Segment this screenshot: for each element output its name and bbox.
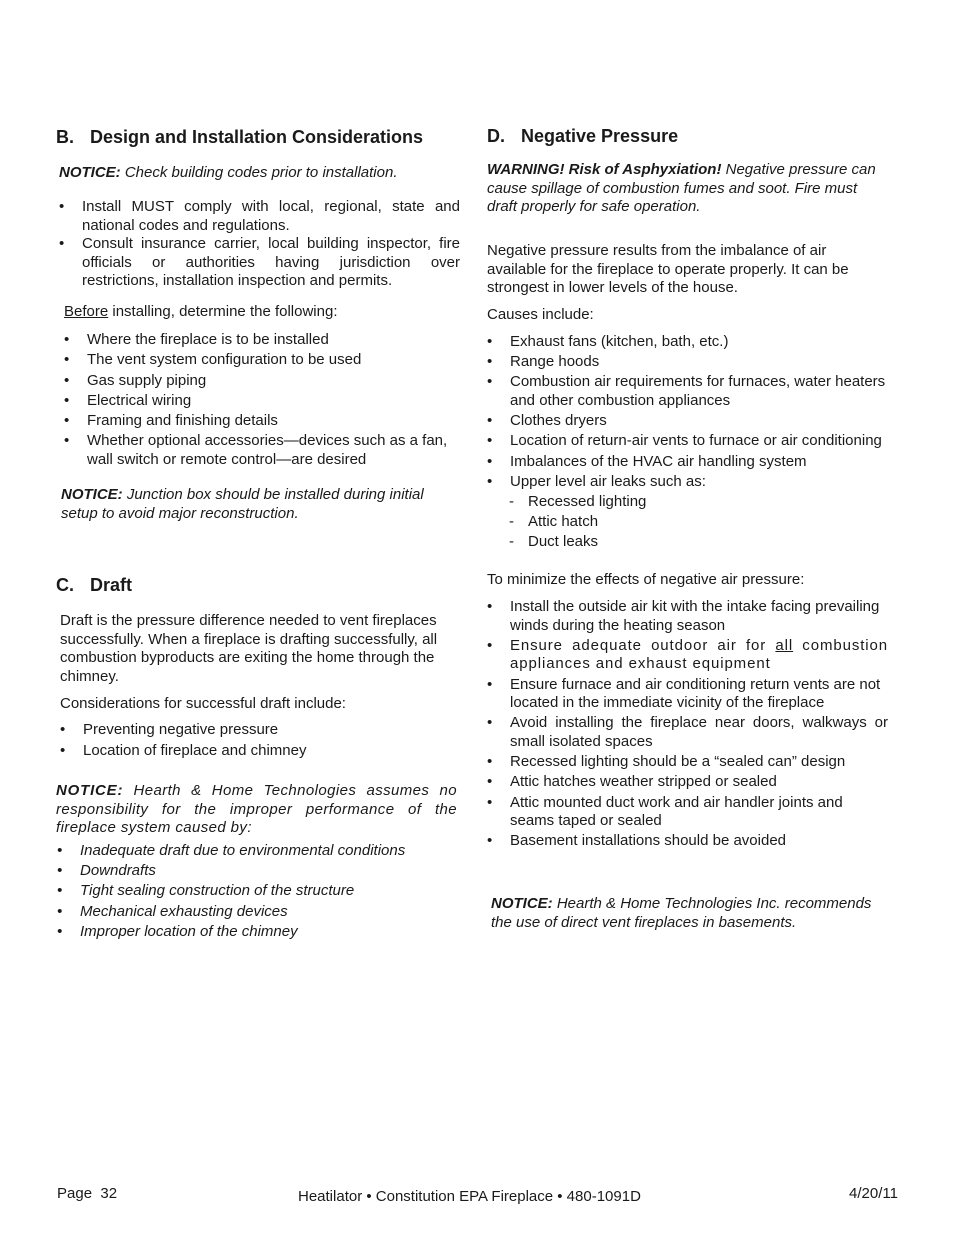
list-item: • Location of fireplace and chimney <box>60 741 307 759</box>
list-item: • Framing and finishing details <box>64 412 278 430</box>
list-item: • Where the fireplace is to be installed <box>64 331 329 348</box>
list-item: • Exhaust fans (kitchen, bath, etc.) <box>487 333 729 350</box>
list-item: - Recessed lighting <box>509 493 647 510</box>
air-leaks-list <box>509 493 868 552</box>
causes-list <box>487 333 890 491</box>
page-number: Page 32 <box>57 1185 118 1202</box>
list-item: • Upper level air leaks such as: <box>487 472 706 490</box>
section-c-heading: C. Draft <box>56 575 133 595</box>
list-item: • Avoid installing the fireplace near doors, walkways or small isolated spaces <box>487 714 888 750</box>
draft-considerations-list <box>60 721 453 760</box>
list-item: • Gas supply piping <box>64 371 207 389</box>
list-item: • Mechanical exhausting devices <box>57 902 288 920</box>
notice-responsibility: NOTICE: Hearth & Home Technologies assumes no responsibility for the improper performance of the fireplace system caused by: <box>56 782 457 837</box>
notice-building-codes: NOTICE: Check building codes prior to installation. <box>59 164 398 181</box>
list-item: • Ensure furnace and air conditioning return vents are not located in the immediate vicinity of the fireplace <box>487 675 881 712</box>
list-item: - Attic hatch <box>509 513 599 531</box>
install-requirements-list <box>59 198 460 291</box>
minimize-intro: To minimize the effects of negative air pressure: <box>487 571 805 588</box>
list-item: • Range hoods <box>487 353 600 371</box>
list-item: • Preventing negative pressure <box>60 721 279 738</box>
list-item: • Improper location of the chimney <box>57 922 298 940</box>
warning-asphyxiation: WARNING! Risk of Asphyxiation! Negative pressure can cause spillage of combustion fumes and soot. Fire must draft properly for safe operation. <box>487 161 876 216</box>
list-item: • Install the outside air kit with the intake facing prevailing winds during the heating season <box>487 598 880 634</box>
footer-date: 4/20/11 <box>849 1185 898 1202</box>
draft-considerations-intro: Considerations for successful draft include: <box>60 695 346 712</box>
list-item: • Tight sealing construction of the structure <box>57 882 355 900</box>
list-item: • Basement installations should be avoided <box>487 832 787 850</box>
draft-definition: Draft is the pressure difference needed to vent fireplaces successfully. When a fireplace is drafting successfully, all combustion byproducts are exiting the home through the chimney. <box>60 612 438 685</box>
determine-list <box>64 331 463 470</box>
list-item: • Attic hatches weather stripped or sealed <box>487 773 777 791</box>
list-item: • The vent system configuration to be used <box>64 351 362 369</box>
section-b-heading: B. Design and Installation Considerations <box>56 127 424 147</box>
before-installing-text: Before installing, determine the following: <box>64 303 338 320</box>
list-item: • Location of return-air vents to furnace or air conditioning <box>487 432 882 450</box>
footer-title: Heatilator • Constitution EPA Fireplace • 480-1091D <box>298 1188 641 1205</box>
list-item: • Clothes dryers <box>487 412 607 430</box>
list-item: • Imbalances of the HVAC air handling system <box>487 452 807 470</box>
negative-pressure-definition: Negative pressure results from the imbalance of air available for the fireplace to operate properly. It can be strongest in lower levels of the house. <box>487 242 849 297</box>
section-d-heading: D. Negative Pressure <box>487 126 679 146</box>
notice-direct-vent: NOTICE: Hearth & Home Technologies Inc. recommends the use of direct vent fireplaces in basements. <box>491 895 872 931</box>
list-item: • Ensure adequate outdoor air for all combustion appliances and exhaust equipment <box>487 636 889 673</box>
list-item: • Downdrafts <box>57 862 156 880</box>
causes-intro: Causes include: <box>487 306 594 323</box>
list-item: • Electrical wiring <box>64 391 192 409</box>
list-item: • Consult insurance carrier, local building inspector, fire officials or authorities having jurisdiction over restrictions, installation inspection and permits. <box>59 235 460 290</box>
list-item: • Combustion air requirements for furnaces, water heaters and other combustion appliances <box>487 373 886 409</box>
list-item: • Install MUST comply with local, regional, state and national codes and regulations. <box>59 198 460 234</box>
responsibility-list <box>57 842 450 941</box>
notice-junction-box: NOTICE: Junction box should be installed during initial setup to avoid major reconstruction. <box>61 486 424 522</box>
minimize-list <box>487 598 889 851</box>
list-item: • Whether optional accessories—devices such as a fan, wall switch or remote control—are desired <box>64 432 448 468</box>
list-item: • Inadequate draft due to environmental conditions <box>57 842 406 859</box>
list-item: • Attic mounted duct work and air handler joints and seams taped or sealed <box>487 793 843 830</box>
list-item: - Duct leaks <box>509 533 599 551</box>
list-item: • Recessed lighting should be a “sealed can” design <box>487 753 846 771</box>
